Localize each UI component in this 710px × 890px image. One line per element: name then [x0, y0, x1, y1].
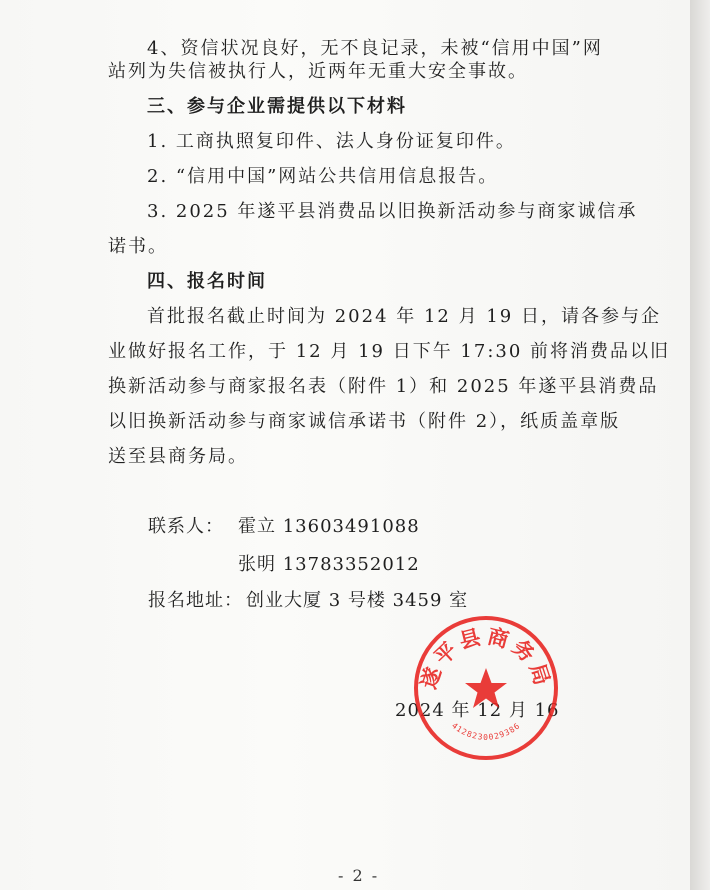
- section-3-heading: 三、参与企业需提供以下材料: [147, 96, 407, 117]
- material-3-line2: 诺书。: [108, 236, 168, 257]
- registration-para-line2: 业做好报名工作，于 12 月 19 日下午 17:30 前将消费品以旧: [108, 341, 671, 362]
- registration-para-line4: 以旧换新活动参与商家诚信承诺书（附件 2），纸质盖章版: [108, 411, 621, 432]
- page-number: - 2 -: [338, 866, 380, 885]
- registration-para-line3: 换新活动参与商家报名表（附件 1）和 2025 年遂平县消费品: [108, 376, 659, 397]
- registration-para-line1: 首批报名截止时间为 2024 年 12 月 19 日，请各参与企: [147, 306, 661, 327]
- address-value: 创业大厦 3 号楼 3459 室: [246, 590, 469, 611]
- material-3-line1: 3. 2025 年遂平县消费品以旧换新活动参与商家诚信承: [147, 201, 638, 222]
- registration-para-line5: 送至县商务局。: [108, 446, 248, 467]
- seal-text: 遂平县商务局: [416, 624, 556, 692]
- seal-code: 4128230029386: [449, 721, 523, 742]
- qualification-4-line2: 站列为失信被执行人，近两年无重大安全事故。: [108, 61, 528, 82]
- contact-label: 联系人：: [148, 516, 224, 537]
- material-2: 2. “信用中国”网站公共信用信息报告。: [147, 166, 499, 187]
- section-4-heading: 四、报名时间: [147, 271, 267, 292]
- contact-person-1: 霍立 13603491088: [238, 516, 420, 537]
- official-seal-stamp: [410, 612, 562, 764]
- issue-date: 2024 年 12 月 16: [395, 700, 560, 721]
- material-1: 1. 工商执照复印件、法人身份证复印件。: [147, 131, 516, 152]
- contact-person-2: 张明 13783352012: [238, 554, 420, 575]
- svg-text:4128230029386: [450, 721, 522, 742]
- page-edge-shadow: [690, 0, 710, 890]
- qualification-4-line1: 4、资信状况良好，无不良记录，未被“信用中国”网: [147, 38, 603, 59]
- address-label: 报名地址：: [148, 590, 243, 611]
